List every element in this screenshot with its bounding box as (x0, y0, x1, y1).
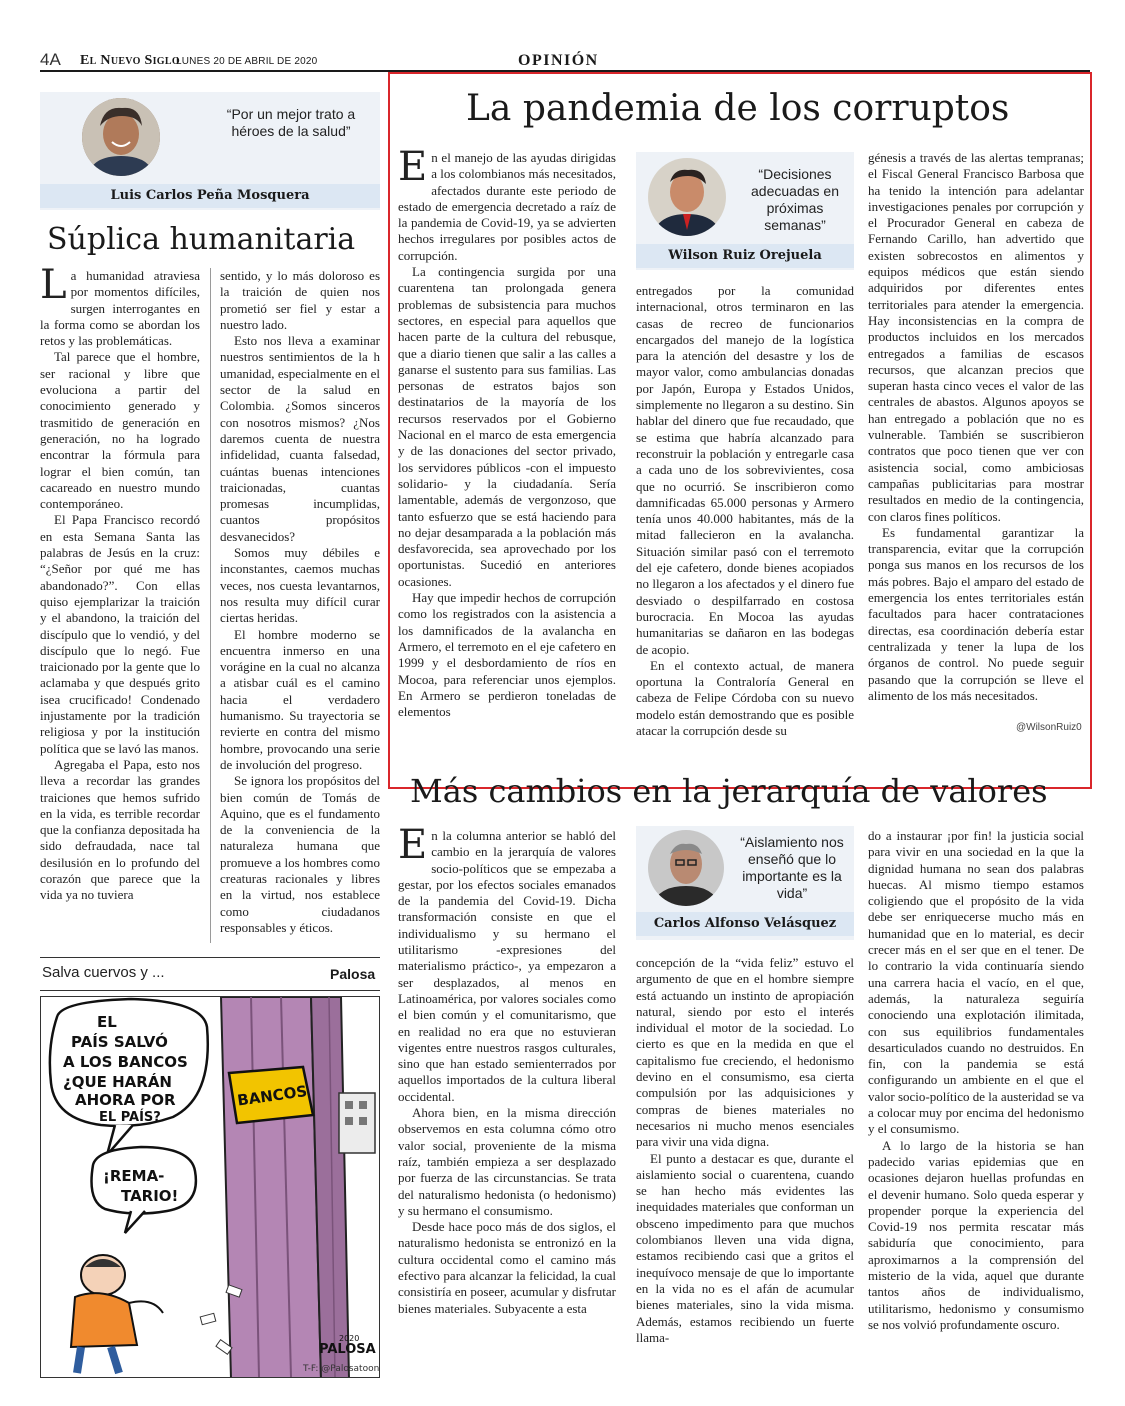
cartoon-signature: PALOSA (319, 1342, 376, 1357)
cartoon-title: Salva cuervos y ... (42, 964, 165, 981)
paragraph: sentido, y lo más doloroso es la traición de quien nos prometió ser fiel y estar a nuestro lado. (220, 268, 380, 332)
section-title: OPINIÓN (518, 52, 599, 69)
headline-left: Súplica humanitaria (47, 222, 356, 257)
portrait-icon (82, 98, 160, 176)
paragraph: entregados por la comunidad internacional, otros terminaron en las casas de recreo de funcionarios encargados del manejo de la logística para la atención del desastre y los de mayor valor, como ambulancias donadas por Japón, Europa y Estados Unidos, simplemente no llegaron a su destino. Sin hablar del dinero que fue recaudado, que se estima que habría alcanzado para reconstruir la población y entregarle casa a cada uno de los sobrevivientes, cosa que no ocurrió. Se inscribieron como damnificadas 65.000 personas y Armero tenía unos 40.000 habitantes, más de la mitad fallecieron en la avalancha. Situación similar pasó con el terremoto del eje cafetero, donde bienes acopiados no llegaron a los afectados y el dinero fue desviado o despilfarrado en costosa burocracia. En Mocoa las ayudas humanitarias se dañaron en las bodegas de acopio. (636, 283, 854, 657)
cartoon (40, 996, 380, 1378)
pull-quote-bottom: “Aislamiento nos enseñó que lo importante es la vida” (740, 834, 844, 901)
pull-quote-left: “Por un mejor trato a héroes de la salud” (226, 106, 356, 139)
speech-line: EL PAÍS? (99, 1110, 161, 1125)
left-article-col2 (220, 268, 380, 948)
paragraph: Desde hace poco más de dos siglos, el naturalismo hedonista se entronizó en la cultura occidental como el camino más efectivo para alcanzar la felicidad, la cual consistiría en poseer, acumular y disfrutar bienes materiales. Subyacente a esta (398, 1219, 616, 1316)
paragraph: El Papa Francisco recordó en esta Semana Santa las palabras de Jesús en la cruz: “¿Señor por qué me has abandonado?”. Con ellas quiso ejemplarizar la traición y el abandono, la traición del discípulo que lo vendió, y del discípulo que lo negó. Fue traicionado por la gente que lo aclamaba y que después grito isea crucificado! Condenado injustamente por la tradición religiosa y por la institución política que se lavó las manos. (40, 512, 200, 756)
paragraph: n el manejo de las ayudas dirigidas a los colombianos más necesitados, afectados durante este periodo de estado de emergencia decretado a raíz de la pandemia de Covid-19, ya se advierten hechos irregulares por posibles actos de corrupción. (398, 150, 616, 263)
author-name-left: Luis Carlos Peña Mosquera (40, 184, 380, 208)
paragraph: do a instaurar ¡por fin! la justicia social para vivir en una sociedad en la que la dignidad humana no sean dos palabras huecas. Al mismo tiempo estamos coligiendo que el propósito de la vida debe ser enriquecerse mucho más en humanidad que en lo material, es decir crecer más en el ser que en el tener. De lo contrario la vida continuaría siendo una carrera hacia el vacío, en el que, además, la naturaleza seguiría conociendo una explotación ilimitada, con sus equilibrios fundamentales desarticulados cuando no destruidos. En fin, con la pandemia se está configurando un ambiente en el que el valor socio-político de la austeridad se va a colocar muy por encima del hedonismo y el consumismo. (868, 828, 1084, 1137)
speech-line: EL (97, 1013, 117, 1031)
bank-sign-text: BANCOS (236, 1082, 309, 1110)
dropcap-left: L (40, 268, 67, 308)
paragraph: Hay que impedir hechos de corrupción como los registrados con la asistencia a los damnificados de la avalancha en Armero, el terremoto en el eje cafetero en 1999 y el desbordamiento de ríos en Mocoa, para referenciar unos ejemplos. En Armero se perdieron toneladas de elementos (398, 590, 616, 720)
bottom-article-col3 (868, 828, 1084, 1383)
shout-line: TARIO! (121, 1187, 179, 1205)
column-rule (210, 268, 211, 943)
newspaper-name: El Nuevo Siglo (80, 53, 180, 68)
bottom-byline-box (636, 826, 854, 940)
paragraph: génesis a través de las alertas tempranas; el Fiscal General Francisco Barbosa que ha tenido la intención para adelantar investigaciones penales por corrupción y el Procurador General en cabeza de Fernando Carillo, han advertido que existen sobrecostos en alimentos y equipos médicos que están siendo adquiridos por diferentes entes territoriales para atender la emergencia. Hay inconsistencias en la compra de productos incluidos en los mercados entregados a familias de escasos recursos, que alcanzan precios que superan hasta cinco veces el valor de las centrales de abastos. Algunos apoyos se han entregado a población que no es vulnerable. También se suscribieron contratos que poco tienen que ver con asistencia social, como ambiciosas campañas publicitarias para mostrar resultados en medio de la contingencia, con claros fines políticos. (868, 150, 1084, 524)
portrait-icon (648, 830, 724, 906)
author-signature-top: @WilsonRuiz0 (1016, 722, 1082, 733)
headline-top: La pandemia de los corruptos (466, 88, 1010, 129)
paragraph: Agregaba el Papa, esto nos lleva a recordar las grandes traiciones que hemos sufrido en la vida, es terrible recordar que la confianza depositada ha sido defraudada, nace tal desilusión en lo profundo del corazón que parece que la vida ya no tuviera (40, 756, 200, 903)
top-byline-box (636, 152, 854, 270)
speech-line: A LOS BANCOS (63, 1053, 188, 1071)
left-article-col1 (40, 268, 200, 948)
paragraph: La contingencia surgida por una cuarentena tan prolongada genera problemas de subsistencia para muchos sectores, en especial para aquellos que hacen parte de la cultura del rebusque, que a diario tienen que salir a las calles a ganarse el sustento para sus familias. Las personas de estratos bajos son destinatarios de la mayoría de los recursos reservados por el Gobierno Nacional en el marco de esta emergencia y de las donaciones del sector privado, los servidores públicos -con el impuesto solidario- y la ciudadanía. Sería lamentable, además de vergonzoso, que tanto esfuerzo que se está haciendo para no dejar desamparada a la población más desfavorecida, sea aprovechado por los oportunistas. Sucedió en anteriores ocasiones. (398, 264, 616, 589)
bottom-article-col1 (398, 828, 616, 1383)
speech-line: AHORA POR (75, 1091, 176, 1109)
dropcap-bottom: E (398, 828, 428, 868)
left-byline-box (40, 92, 380, 210)
paragraph: a humanidad atraviesa por momentos difíciles, surgen interrogantes en la forma como se abordan los retos y las problemáticas. (40, 268, 200, 349)
speech-line: ¿QUE HARÁN (63, 1073, 172, 1091)
author-photo-bottom (648, 830, 724, 906)
top-article-col3 (868, 150, 1084, 718)
paragraph: Tal parece que el hombre, ser racional y libre que evoluciona a partir del conocimiento generado y trasmitido de generación en generación, no ha logrado encontrar la fórmula para lograr el bien común, tan cacareado en nuestro mundo contemporáneo. (40, 349, 200, 512)
top-article-col1 (398, 150, 616, 750)
author-photo-left (82, 98, 160, 176)
paragraph: concepción de la “vida feliz” estuvo el argumento de que en el hombre siempre está actuando un instinto de apropiación natural, siendo por esto el interés individual el motor de la sociedad. Lo cierto es que en la medida en que el capitalismo fue creciendo, el hedonismo devino en el consumismo, esa cierta compulsión por las adquisiciones y compras de bienes materiales no necesarios ni mucho menos esenciales para vivir una vida digna. (636, 955, 854, 1150)
author-name-bottom: Carlos Alfonso Velásquez (636, 912, 854, 936)
author-photo-top (648, 158, 726, 236)
paragraph: En el contexto actual, de manera oportuna la Contraloría General en cabeza de Felipe Córdoba con su nuevo modelo están demostrando que es posible atacar la corrupción desde su (636, 657, 854, 739)
pull-quote-top: “Decisiones adecuadas en próximas semanas” (751, 166, 839, 233)
paragraph: Esto nos lleva a examinar nuestros sentimientos de la h umanidad, especialmente en el sector de la salud en Colombia. ¿Somos sinceros con nosotros mismos? ¿Nos daremos cuenta de nuestra infidelidad, cuanta falsedad, cuántas buenas intenciones traicionadas, cuantas promesas incumplidas, cuantos propósitos desvanecidos? (220, 333, 380, 544)
paragraph: Ahora bien, en la misma dirección observemos en esta columna cómo otro valor social, proveniente de la misma raíz, también empieza a ser desplazado por fuerza de las circunstancias. Se trata del naturalismo hedonista (o hedonismo) y su hermano el consumismo. (398, 1105, 616, 1218)
author-name-top: Wilson Ruiz Orejuela (636, 244, 854, 268)
paragraph: Es fundamental garantizar la transparencia, evitar que la corrupción ponga sus manos en los recursos de los más pobres. Bajo el amparo del estado de emergencia los entes territoriales están facultados para hacer contrataciones directas, esa coordinación debería estar centralizada y tener la lupa de los órganos de control. No puede seguir pasando que la corrupción se lleve el alimento de los más necesitados. (868, 524, 1084, 703)
cartoon-top-rule (40, 957, 380, 958)
cartoon-credit: Palosa (330, 966, 376, 982)
shout-line: ¡REMA- (103, 1167, 165, 1185)
cartoon-title-rule (40, 990, 380, 991)
paragraph: A lo largo de la historia se han padecido varias epidemias que en ocasiones dejaron huellas profundas en el devenir humano. Solo queda esperar y propender porque la experiencia del Covid-19 nos permita rescatar más sabiduría que conocimiento, para aproximarnos a la comprensión del misterio de la vida, aquel que durante tantos años de individualismo, utilitarismo, hedonismo y consumismo se nos volvió profundamente oscuro. (868, 1137, 1084, 1332)
paragraph: Somos muy débiles e inconstantes, caemos muchas veces, nos cuesta levantarnos, nos resulta muy difícil curar ciertas heridas. (220, 545, 380, 626)
paragraph: El punto a destacar es que, durante el aislamiento social o cuarentena, cuando se han hecho más evidentes las inequidades materiales que conforman un obsceno impedimento para que muchos colombianos lleven una vida digna, estamos recibiendo casi que a gritos el inequívoco mensaje de que lo importante en la vida no es el afán de acumular bienes materiales, sino la vida misma. Además, estamos recibiendo un fuerte llama- (636, 1150, 854, 1345)
cartoon-handle: T-F: @Palosatoon (303, 1364, 380, 1374)
dropcap-top: E (398, 150, 428, 190)
top-article-col2 (636, 283, 854, 753)
paragraph: n la columna anterior se habló del cambio en la jerarquía de valores socio-políticos que se empezaba a gestar, por los efectos sociales emanados de la pandemia del Covid-19. Dicha transformación consiste en que el individualismo y su hermano el utilitarismo -expresiones del materialismo práctico-, ya empezaron a ser desplazados, al menos en Latinoamérica, por valores sociales como el bien común y el comunitarismo, que en realidad no era que no estuvieran vigentes entre nuestros rasgos culturales, sino que han estado semienterrados por aquellos importados de la cultura liberal occidental. (398, 828, 616, 1104)
speech-line: PAÍS SALVÓ (71, 1033, 168, 1051)
bottom-article-col2 (636, 955, 854, 1383)
headline-bottom: Más cambios en la jerarquía de valores (410, 772, 1048, 810)
portrait-icon (648, 158, 726, 236)
cartoon-year: 2020 (339, 1334, 360, 1343)
page-number: 4A (40, 50, 61, 69)
cartoon-drawing (41, 997, 380, 1378)
publication-date: LUNES 20 DE ABRIL DE 2020 (176, 56, 318, 67)
paragraph: Se ignora los propósitos del bien común de Tomás de Aquino, que es el fundamento de la conveniencia de la naturaleza humana que promueve a los hombres como creaturas racionales y libres en la virtud, nos establece como ciudadanos responsables y éticos. (220, 773, 380, 935)
paragraph: El hombre moderno se encuentra inmerso en una vorágine en la cual no alcanza a atisbar cuál es el camino hacia el verdadero humanismo. Su trayectoria se revierte en contra del mismo hombre, provocando una serie de involución del progreso. (220, 626, 380, 772)
